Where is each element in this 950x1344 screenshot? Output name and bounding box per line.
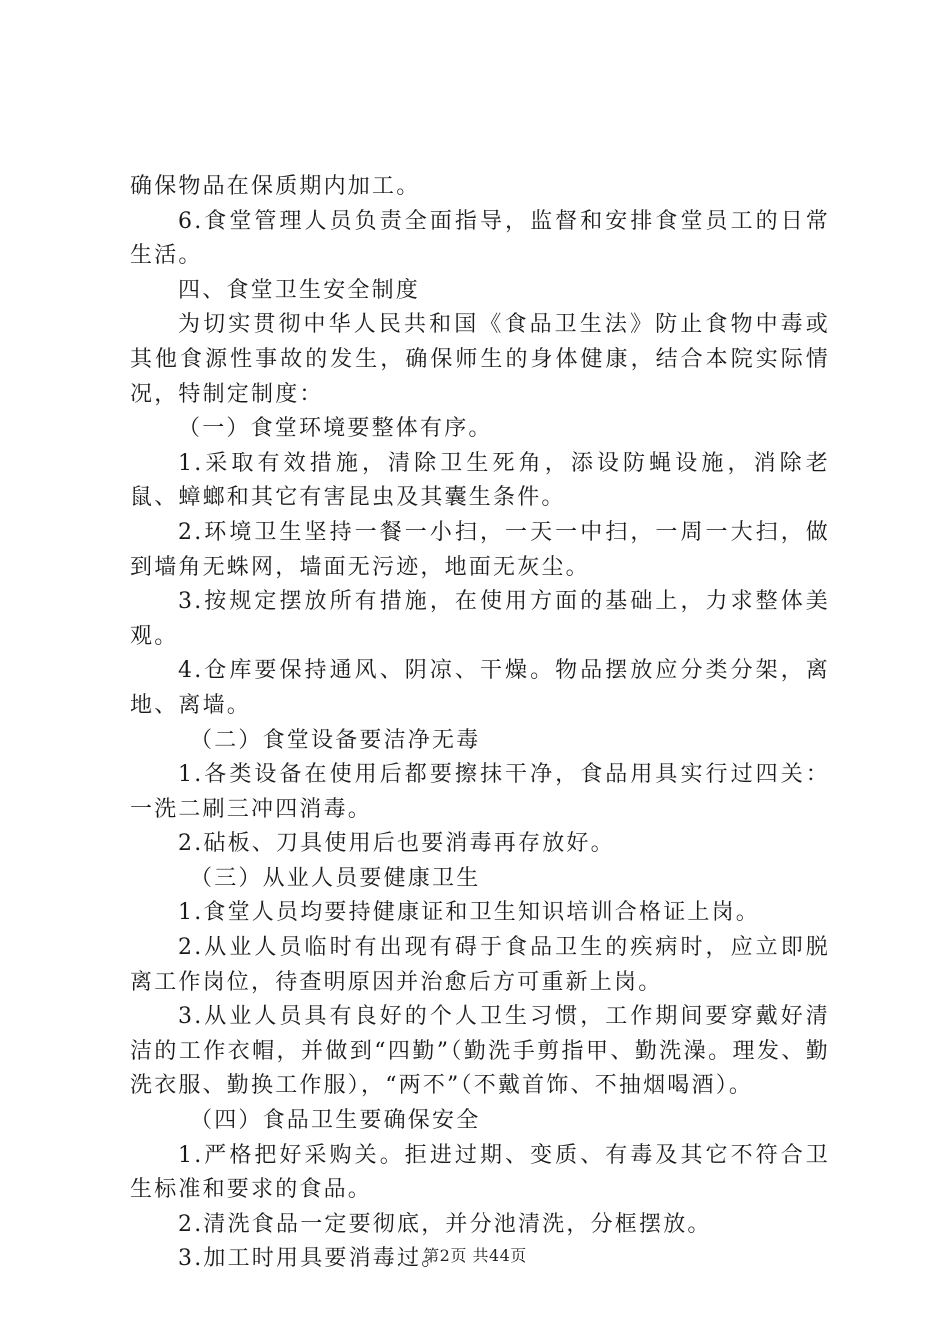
paragraph: （一）食堂环境要整体有序。 bbox=[178, 416, 493, 442]
paragraph: 2.环境卫生坚持一餐一小扫，一天一中扫，一周一大扫，做到墙角无蛛网，墙面无污迹，地面无灰尘。 bbox=[130, 519, 830, 580]
document-body bbox=[130, 170, 830, 1277]
paragraph: 3.从业人员具有良好的个人卫生习惯，工作期间要穿戴好清洁的工作衣帽，并做到“四勤”（勤洗手剪指甲、勤洗澡。理发、勤洗衣服、勤换工作服），“两不”（不戴首饰、不抽烟喝酒）。 bbox=[130, 1004, 830, 1099]
paragraph: 2.砧板、刀具使用后也要消毒再存放好。 bbox=[178, 831, 615, 857]
page-footer: 第2页 共44页 bbox=[423, 1246, 527, 1265]
paragraph: 1.严格把好采购关。拒进过期、变质、有毒及其它不符合卫生标准和要求的食品。 bbox=[130, 1142, 830, 1203]
paragraph: 为切实贯彻中华人民共和国《食品卫生法》防止食物中毒或其他食源性事故的发生，确保师生的身体健康，结合本院实际情况，特制定制度： bbox=[130, 312, 830, 407]
paragraph: 3.按规定摆放所有措施，在使用方面的基础上，力求整体美观。 bbox=[130, 589, 830, 649]
paragraph: 3.加工时用具要消毒过。 bbox=[178, 1246, 446, 1272]
paragraph: 1.食堂人员均要持健康证和卫生知识培训合格证上岗。 bbox=[178, 900, 760, 926]
paragraph: 1.采取有效措施，清除卫生死角，添设防蝇设施，消除老鼠、蟑螂和其它有害昆虫及其囊生条件。 bbox=[130, 450, 830, 511]
paragraph: 1.各类设备在使用后都要擦抹干净，食品用具实行过四关：一洗二刷三冲四消毒。 bbox=[130, 762, 830, 822]
paragraph: 四、食堂卫生安全制度 bbox=[178, 277, 421, 303]
paragraph: 2.清洗食品一定要彻底，并分池清洗，分框摆放。 bbox=[178, 1211, 712, 1237]
paragraph: 6.食堂管理人员负责全面指导，监督和安排食堂员工的日常生活。 bbox=[130, 208, 830, 269]
paragraph: （四）食品卫生要确保安全 bbox=[190, 1108, 481, 1134]
paragraph: 确保物品在保质期内加工。 bbox=[130, 174, 421, 199]
paragraph: 2.从业人员临时有出现有碍于食品卫生的疾病时，应立即脱离工作岗位，待查明原因并治愈后方可重新上岗。 bbox=[130, 935, 830, 995]
paragraph: （三）从业人员要健康卫生 bbox=[190, 865, 481, 891]
paragraph: （二）食堂设备要洁净无毒 bbox=[190, 727, 481, 753]
paragraph: 4.仓库要保持通风、阴凉、干燥。物品摆放应分类分架，离地、离墙。 bbox=[130, 658, 830, 718]
